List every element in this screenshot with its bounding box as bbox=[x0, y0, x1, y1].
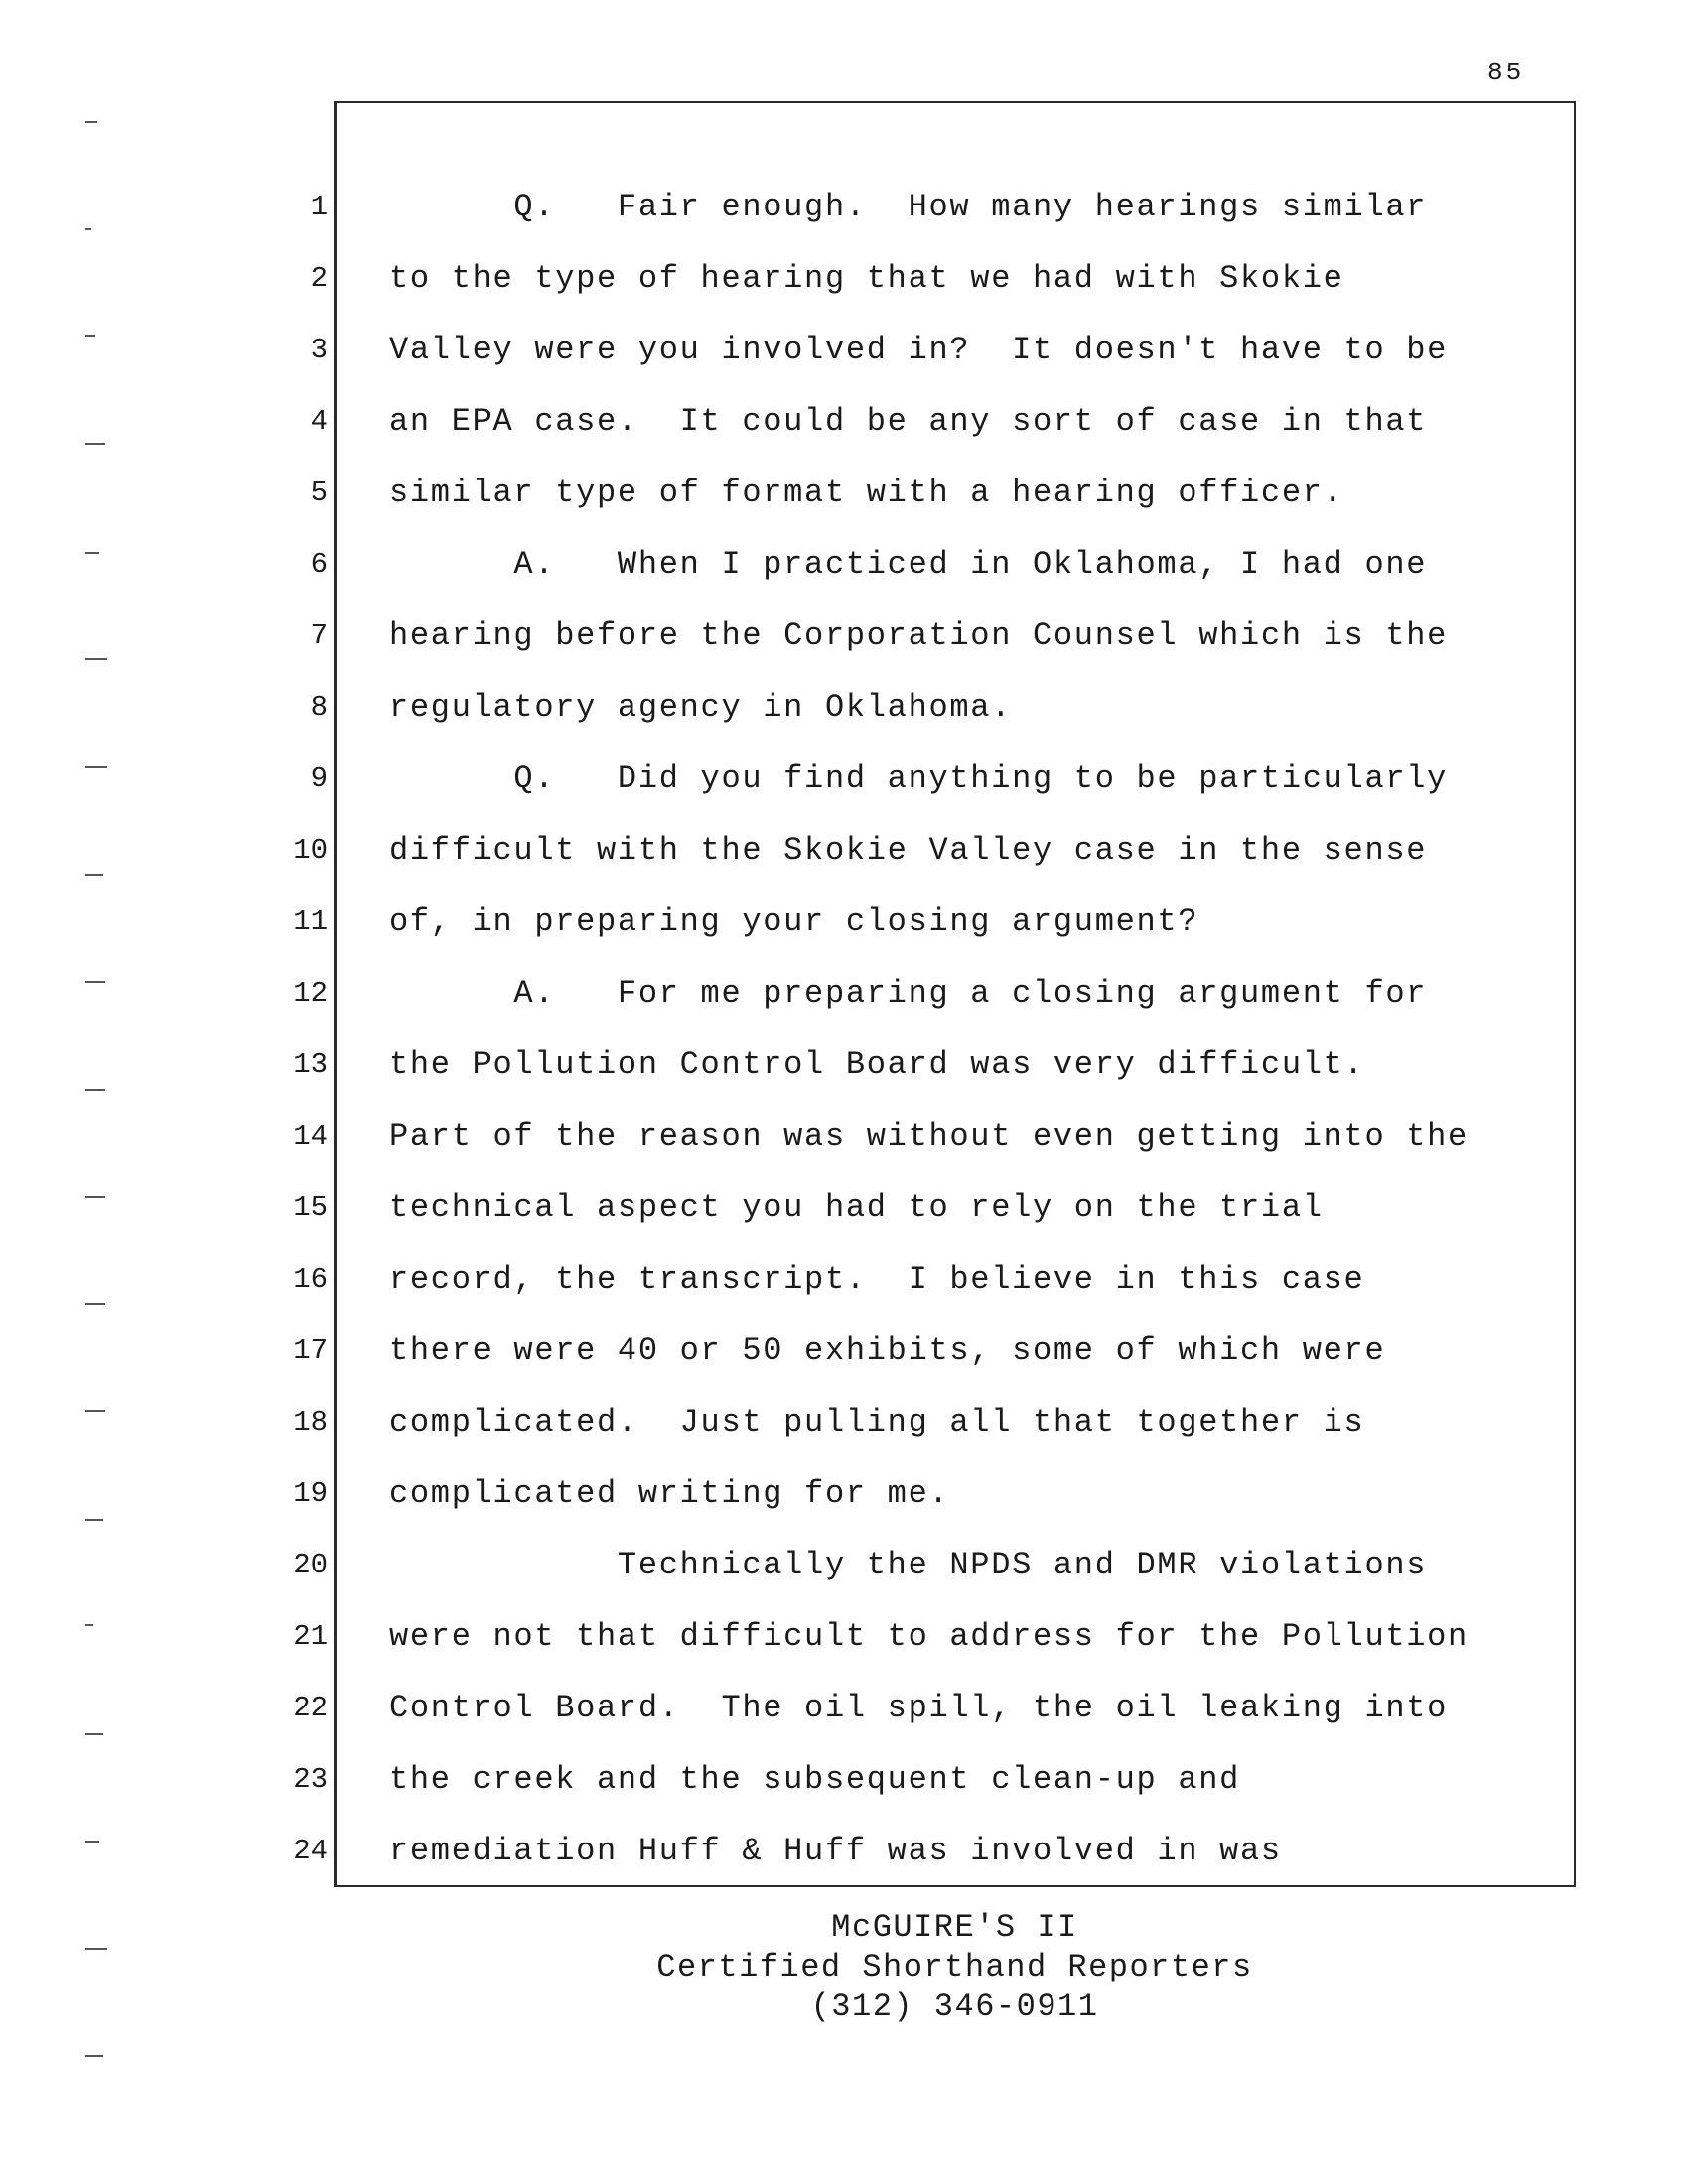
line-number: 9 bbox=[310, 762, 328, 795]
line-number: 13 bbox=[293, 1048, 328, 1081]
line-number: 14 bbox=[293, 1120, 328, 1153]
transcript-line: there were 40 or 50 exhibits, some of which were bbox=[389, 1332, 1386, 1369]
line-number: 16 bbox=[293, 1263, 328, 1296]
transcript-line: technical aspect you had to rely on the trial bbox=[389, 1189, 1324, 1226]
page-number: 85 bbox=[1487, 58, 1525, 87]
transcript-line: the Pollution Control Board was very difficult. bbox=[389, 1046, 1365, 1083]
line-number: 12 bbox=[293, 977, 328, 1010]
footer-phone: (312) 346-0911 bbox=[810, 1988, 1099, 2025]
transcript-line: complicated writing for me. bbox=[389, 1475, 950, 1512]
transcript-body bbox=[389, 187, 1561, 1902]
line-number: 8 bbox=[310, 691, 328, 724]
line-number: 24 bbox=[293, 1835, 328, 1867]
transcript-line: A. When I practiced in Oklahoma, I had one bbox=[389, 546, 1428, 583]
transcript-line: an EPA case. It could be any sort of case in that bbox=[389, 403, 1428, 440]
transcript-line: Part of the reason was without even getting into the bbox=[389, 1118, 1469, 1155]
line-number: 21 bbox=[293, 1620, 328, 1653]
transcript-line: complicated. Just pulling all that together is bbox=[389, 1404, 1365, 1440]
reporter-footer bbox=[334, 1908, 1576, 2027]
line-number-column bbox=[248, 187, 328, 1902]
line-number: 3 bbox=[310, 334, 328, 366]
line-number: 15 bbox=[293, 1191, 328, 1224]
line-number: 19 bbox=[293, 1477, 328, 1510]
transcript-line: similar type of format with a hearing officer. bbox=[389, 475, 1344, 511]
line-number: 5 bbox=[310, 477, 328, 509]
transcript-line: Q. Fair enough. How many hearings similar bbox=[389, 189, 1428, 225]
line-number: 11 bbox=[293, 905, 328, 938]
line-number: 2 bbox=[310, 262, 328, 295]
transcript-line: record, the transcript. I believe in this case bbox=[389, 1261, 1365, 1297]
transcript-line: were not that difficult to address for the Pollution bbox=[389, 1618, 1469, 1655]
transcript-line: difficult with the Skokie Valley case in the sense bbox=[389, 832, 1428, 869]
margin-tick-marks bbox=[85, 0, 125, 2184]
line-number: 10 bbox=[293, 834, 328, 867]
line-number: 6 bbox=[310, 548, 328, 581]
transcript-line: regulatory agency in Oklahoma. bbox=[389, 689, 1013, 726]
transcript-line: Q. Did you find anything to be particularly bbox=[389, 760, 1449, 797]
transcript-line: the creek and the subsequent clean-up and bbox=[389, 1761, 1241, 1798]
line-number: 22 bbox=[293, 1692, 328, 1724]
line-number: 1 bbox=[310, 191, 328, 223]
transcript-line: Technically the NPDS and DMR violations bbox=[389, 1547, 1428, 1583]
footer-company: McGUIRE'S II bbox=[831, 1909, 1078, 1946]
line-number: 23 bbox=[293, 1763, 328, 1796]
transcript-line: hearing before the Corporation Counsel which is the bbox=[389, 617, 1449, 654]
transcript-line: Control Board. The oil spill, the oil leaking into bbox=[389, 1690, 1449, 1726]
transcript-line: of, in preparing your closing argument? bbox=[389, 903, 1199, 940]
line-number: 18 bbox=[293, 1406, 328, 1438]
transcript-line: to the type of hearing that we had with Skokie bbox=[389, 260, 1344, 297]
footer-subtitle: Certified Shorthand Reporters bbox=[656, 1949, 1253, 1985]
transcript-line: A. For me preparing a closing argument for bbox=[389, 975, 1428, 1012]
transcript-line: Valley were you involved in? It doesn't have to be bbox=[389, 332, 1449, 368]
line-number: 20 bbox=[293, 1549, 328, 1581]
line-number: 17 bbox=[293, 1334, 328, 1367]
line-number: 7 bbox=[310, 619, 328, 652]
line-number: 4 bbox=[310, 405, 328, 438]
transcript-line: remediation Huff & Huff was involved in was bbox=[389, 1833, 1282, 1869]
